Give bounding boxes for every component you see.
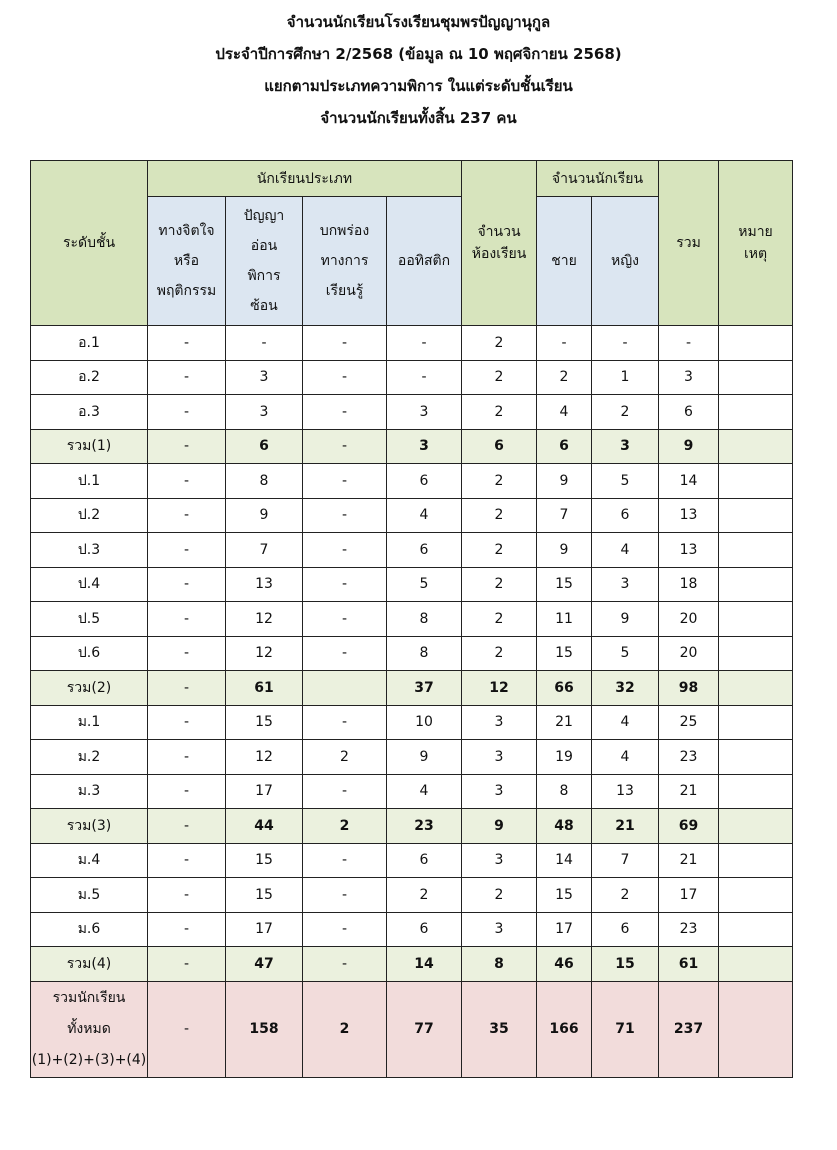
cell-level: ป.5 — [31, 602, 148, 637]
cell-autistic: 3 — [387, 395, 462, 430]
cell-autistic: 14 — [387, 947, 462, 982]
cell-male: 19 — [537, 740, 592, 775]
cell-remark — [719, 740, 793, 775]
cell-autistic: 9 — [387, 740, 462, 775]
cell-learning: - — [303, 464, 387, 499]
cell-multiple: 47 — [226, 947, 303, 982]
cell-rooms: 2 — [462, 464, 537, 499]
cell-rooms: 8 — [462, 947, 537, 982]
cell-learning: - — [303, 878, 387, 913]
cell-learning: - — [303, 360, 387, 395]
cell-learning: - — [303, 636, 387, 671]
cell-rooms: 2 — [462, 360, 537, 395]
header-remark: หมาย เหตุ — [719, 161, 793, 326]
subtotal-row — [31, 809, 793, 844]
header-students-group: จำนวนนักเรียน — [537, 161, 659, 197]
cell-autistic: 6 — [387, 533, 462, 568]
cell-rooms: 2 — [462, 326, 537, 361]
subtotal-row — [31, 429, 793, 464]
table-row — [31, 705, 793, 740]
cell-male: 66 — [537, 671, 592, 706]
cell-remark — [719, 498, 793, 533]
cell-autistic: 8 — [387, 602, 462, 637]
cell-remark — [719, 671, 793, 706]
subtotal-row — [31, 947, 793, 982]
cell-remark — [719, 326, 793, 361]
cell-multiple: 3 — [226, 360, 303, 395]
cell-level: ป.1 — [31, 464, 148, 499]
cell-remark — [719, 395, 793, 430]
cell-male: 48 — [537, 809, 592, 844]
header-type-multiple: ปัญญา อ่อน พิการ ซ้อน — [226, 197, 303, 326]
header-total: รวม — [659, 161, 719, 326]
grand-total-remark — [719, 981, 793, 1077]
cell-male: 2 — [537, 360, 592, 395]
cell-behavior: - — [148, 533, 226, 568]
cell-autistic: 23 — [387, 809, 462, 844]
cell-level: ม.5 — [31, 878, 148, 913]
cell-male: 15 — [537, 878, 592, 913]
cell-behavior: - — [148, 326, 226, 361]
cell-female: 5 — [592, 636, 659, 671]
cell-remark — [719, 464, 793, 499]
cell-autistic: 6 — [387, 464, 462, 499]
cell-multiple: 9 — [226, 498, 303, 533]
table-row — [31, 774, 793, 809]
cell-autistic: 6 — [387, 843, 462, 878]
cell-learning: - — [303, 774, 387, 809]
cell-total: 14 — [659, 464, 719, 499]
cell-multiple: - — [226, 326, 303, 361]
cell-learning: - — [303, 533, 387, 568]
grand-total-total: 237 — [659, 981, 719, 1077]
cell-level: ป.2 — [31, 498, 148, 533]
cell-learning: - — [303, 498, 387, 533]
header-type-learning: บกพร่อง ทางการ เรียนรู้ — [303, 197, 387, 326]
cell-female: 9 — [592, 602, 659, 637]
table-row — [31, 326, 793, 361]
cell-female: 7 — [592, 843, 659, 878]
title-line-2: ประจำปีการศึกษา 2/2568 (ข้อมูล ณ 10 พฤศจิกายน 2568) — [215, 45, 622, 63]
grand-total-female: 71 — [592, 981, 659, 1077]
cell-male: 17 — [537, 912, 592, 947]
cell-total: 69 — [659, 809, 719, 844]
table-row — [31, 464, 793, 499]
cell-female: 13 — [592, 774, 659, 809]
cell-male: 15 — [537, 636, 592, 671]
cell-total: 20 — [659, 602, 719, 637]
cell-total: 13 — [659, 533, 719, 568]
cell-rooms: 3 — [462, 705, 537, 740]
cell-level: รวม(2) — [31, 671, 148, 706]
cell-level: รวม(4) — [31, 947, 148, 982]
cell-remark — [719, 360, 793, 395]
cell-total: 23 — [659, 912, 719, 947]
cell-behavior: - — [148, 395, 226, 430]
cell-rooms: 2 — [462, 878, 537, 913]
cell-behavior: - — [148, 567, 226, 602]
cell-multiple: 6 — [226, 429, 303, 464]
grand-total-autistic: 77 — [387, 981, 462, 1077]
cell-behavior: - — [148, 602, 226, 637]
grand-total-multiple: 158 — [226, 981, 303, 1077]
cell-rooms: 2 — [462, 602, 537, 637]
cell-autistic: 6 — [387, 912, 462, 947]
cell-learning: - — [303, 602, 387, 637]
cell-male: 7 — [537, 498, 592, 533]
cell-male: 14 — [537, 843, 592, 878]
header-type-behavior: ทางจิตใจ หรือ พฤติกรรม — [148, 197, 226, 326]
cell-rooms: 2 — [462, 498, 537, 533]
cell-autistic: 2 — [387, 878, 462, 913]
table-row — [31, 636, 793, 671]
cell-behavior: - — [148, 671, 226, 706]
cell-rooms: 3 — [462, 912, 537, 947]
cell-multiple: 17 — [226, 912, 303, 947]
cell-rooms: 2 — [462, 567, 537, 602]
cell-level: อ.3 — [31, 395, 148, 430]
cell-female: 4 — [592, 740, 659, 775]
cell-learning: - — [303, 947, 387, 982]
cell-male: 21 — [537, 705, 592, 740]
table-row — [31, 567, 793, 602]
cell-level: ม.2 — [31, 740, 148, 775]
cell-multiple: 17 — [226, 774, 303, 809]
cell-level: อ.2 — [31, 360, 148, 395]
cell-level: รวม(3) — [31, 809, 148, 844]
cell-behavior: - — [148, 912, 226, 947]
cell-behavior: - — [148, 774, 226, 809]
cell-multiple: 44 — [226, 809, 303, 844]
table-row — [31, 843, 793, 878]
cell-male: 4 — [537, 395, 592, 430]
cell-multiple: 61 — [226, 671, 303, 706]
cell-total: 23 — [659, 740, 719, 775]
header-type-autistic: ออทิสติก — [387, 197, 462, 326]
cell-remark — [719, 429, 793, 464]
cell-learning: - — [303, 567, 387, 602]
cell-level: ม.4 — [31, 843, 148, 878]
cell-multiple: 15 — [226, 705, 303, 740]
cell-multiple: 12 — [226, 740, 303, 775]
title-line-3: แยกตามประเภทความพิการ ในแต่ระดับชั้นเรียน — [264, 77, 573, 95]
cell-total: 61 — [659, 947, 719, 982]
cell-total: 6 — [659, 395, 719, 430]
cell-male: 15 — [537, 567, 592, 602]
grand-total-behavior: - — [148, 981, 226, 1077]
cell-female: 3 — [592, 429, 659, 464]
header-level: ระดับชั้น — [31, 161, 148, 326]
cell-remark — [719, 533, 793, 568]
cell-female: - — [592, 326, 659, 361]
grand-total-male: 166 — [537, 981, 592, 1077]
cell-multiple: 3 — [226, 395, 303, 430]
table-row — [31, 360, 793, 395]
cell-autistic: - — [387, 326, 462, 361]
cell-male: 9 — [537, 464, 592, 499]
cell-male: 9 — [537, 533, 592, 568]
cell-remark — [719, 947, 793, 982]
header-classrooms: จำนวน ห้องเรียน — [462, 161, 537, 326]
cell-behavior: - — [148, 809, 226, 844]
cell-multiple: 12 — [226, 602, 303, 637]
cell-rooms: 9 — [462, 809, 537, 844]
cell-total: 25 — [659, 705, 719, 740]
cell-autistic: 3 — [387, 429, 462, 464]
cell-behavior: - — [148, 843, 226, 878]
cell-remark — [719, 567, 793, 602]
cell-total: 18 — [659, 567, 719, 602]
header-type-group: นักเรียนประเภท — [148, 161, 462, 197]
cell-male: 6 — [537, 429, 592, 464]
cell-behavior: - — [148, 498, 226, 533]
grand-total-learning: 2 — [303, 981, 387, 1077]
cell-remark — [719, 843, 793, 878]
cell-learning: - — [303, 705, 387, 740]
grand-total-rooms: 35 — [462, 981, 537, 1077]
cell-male: 11 — [537, 602, 592, 637]
table-row — [31, 395, 793, 430]
cell-rooms: 3 — [462, 774, 537, 809]
header-female: หญิง — [592, 197, 659, 326]
cell-multiple: 7 — [226, 533, 303, 568]
table-row — [31, 912, 793, 947]
cell-learning: - — [303, 912, 387, 947]
cell-behavior: - — [148, 636, 226, 671]
cell-female: 6 — [592, 498, 659, 533]
cell-level: ม.6 — [31, 912, 148, 947]
cell-behavior: - — [148, 878, 226, 913]
cell-female: 5 — [592, 464, 659, 499]
title-line-4: จำนวนนักเรียนทั้งสิ้น 237 คน — [320, 109, 517, 127]
cell-multiple: 8 — [226, 464, 303, 499]
cell-total: - — [659, 326, 719, 361]
cell-rooms: 6 — [462, 429, 537, 464]
cell-level: อ.1 — [31, 326, 148, 361]
cell-autistic: 10 — [387, 705, 462, 740]
cell-autistic: 4 — [387, 774, 462, 809]
cell-learning: 2 — [303, 740, 387, 775]
cell-multiple: 13 — [226, 567, 303, 602]
cell-male: 46 — [537, 947, 592, 982]
cell-female: 2 — [592, 878, 659, 913]
cell-total: 98 — [659, 671, 719, 706]
cell-behavior: - — [148, 429, 226, 464]
cell-behavior: - — [148, 947, 226, 982]
cell-level: ม.1 — [31, 705, 148, 740]
cell-behavior: - — [148, 740, 226, 775]
cell-female: 6 — [592, 912, 659, 947]
header-male: ชาย — [537, 197, 592, 326]
cell-total: 3 — [659, 360, 719, 395]
cell-remark — [719, 602, 793, 637]
cell-female: 2 — [592, 395, 659, 430]
subtotal-row — [31, 671, 793, 706]
cell-multiple: 15 — [226, 878, 303, 913]
cell-level: ป.4 — [31, 567, 148, 602]
cell-learning: - — [303, 429, 387, 464]
cell-total: 20 — [659, 636, 719, 671]
cell-total: 17 — [659, 878, 719, 913]
cell-remark — [719, 912, 793, 947]
cell-female: 3 — [592, 567, 659, 602]
cell-rooms: 3 — [462, 843, 537, 878]
cell-female: 21 — [592, 809, 659, 844]
cell-female: 4 — [592, 705, 659, 740]
title-line-1: จำนวนนักเรียนโรงเรียนชุมพรปัญญานุกูล — [286, 13, 551, 31]
cell-total: 13 — [659, 498, 719, 533]
table-row — [31, 602, 793, 637]
cell-remark — [719, 809, 793, 844]
cell-total: 21 — [659, 843, 719, 878]
cell-level: ม.3 — [31, 774, 148, 809]
cell-rooms: 12 — [462, 671, 537, 706]
cell-multiple: 15 — [226, 843, 303, 878]
grand-total-row — [31, 981, 793, 1077]
cell-autistic: 4 — [387, 498, 462, 533]
cell-male: 8 — [537, 774, 592, 809]
table-row — [31, 878, 793, 913]
cell-learning: - — [303, 395, 387, 430]
cell-rooms: 2 — [462, 636, 537, 671]
cell-female: 15 — [592, 947, 659, 982]
cell-learning: - — [303, 326, 387, 361]
cell-rooms: 2 — [462, 533, 537, 568]
student-count-table — [30, 160, 793, 1078]
cell-rooms: 2 — [462, 395, 537, 430]
cell-remark — [719, 705, 793, 740]
cell-level: รวม(1) — [31, 429, 148, 464]
cell-behavior: - — [148, 705, 226, 740]
cell-learning: 2 — [303, 809, 387, 844]
cell-behavior: - — [148, 360, 226, 395]
table-row — [31, 740, 793, 775]
cell-remark — [719, 774, 793, 809]
cell-level: ป.6 — [31, 636, 148, 671]
cell-male: - — [537, 326, 592, 361]
cell-total: 21 — [659, 774, 719, 809]
cell-autistic: 37 — [387, 671, 462, 706]
cell-level: ป.3 — [31, 533, 148, 568]
cell-female: 32 — [592, 671, 659, 706]
cell-autistic: - — [387, 360, 462, 395]
cell-learning — [303, 671, 387, 706]
cell-female: 4 — [592, 533, 659, 568]
cell-remark — [719, 878, 793, 913]
cell-autistic: 8 — [387, 636, 462, 671]
cell-remark — [719, 636, 793, 671]
cell-autistic: 5 — [387, 567, 462, 602]
cell-female: 1 — [592, 360, 659, 395]
cell-total: 9 — [659, 429, 719, 464]
cell-rooms: 3 — [462, 740, 537, 775]
table-row — [31, 533, 793, 568]
grand-total-label: รวมนักเรียน ทั้งหมด (1)+(2)+(3)+(4) — [31, 981, 148, 1077]
cell-learning: - — [303, 843, 387, 878]
table-body — [31, 326, 793, 982]
table-row — [31, 498, 793, 533]
cell-behavior: - — [148, 464, 226, 499]
cell-multiple: 12 — [226, 636, 303, 671]
